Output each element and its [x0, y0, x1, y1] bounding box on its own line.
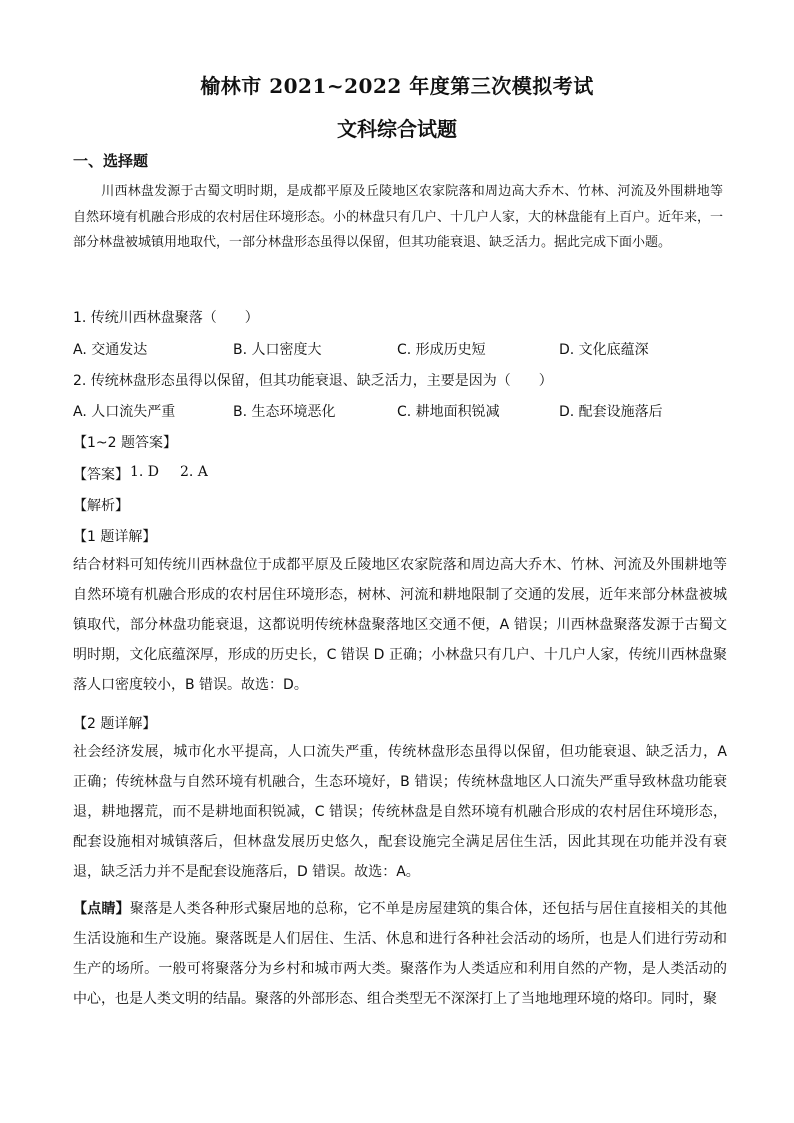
question-1-options [73, 339, 723, 361]
q2-option-a: A. 人口流失严重 [73, 404, 176, 420]
q1-option-c: C. 形成历史短 [397, 342, 486, 358]
point-paragraph [73, 894, 727, 1014]
q1-option-b: B. 人口密度大 [233, 342, 322, 358]
q1-option-a: A. 交通发达 [73, 342, 148, 358]
q1-option-d: D. 文化底蕴深 [559, 342, 649, 358]
q2-option-c: C. 耕地面积锐减 [397, 404, 500, 420]
q2-option-b: B. 生态环境恶化 [233, 404, 336, 420]
answer-2-value: 2. A [180, 464, 208, 480]
detail-2-tag: 【2 题详解】 [73, 716, 157, 732]
question-2-options [73, 401, 723, 423]
reading-passage [73, 179, 723, 256]
passage-text: 川西林盘发源于古蜀文明时期，是成都平原及丘陵地区农家院落和周边高大乔木、竹林、河流及外围耕地等自然环境有机融合形成的农村居住环境形态。小的林盘只有几户、十几户人家，大的林盘能有上百户。近年来，一部分林盘被城镇用地取代，一部分林盘形态虽得以保留，但其功能衰退、缺乏活力。据此完成下面小题。 [73, 184, 724, 250]
answer-1-value: 1. D [130, 464, 160, 480]
detail-1-text: 结合材料可知传统川西林盘位于成都平原及丘陵地区农家院落和周边高大乔木、竹林、河流及外围耕地等自然环境有机融合形成的农村居住环境形态，树林、河流和耕地限制了交通的发展，近年来部分林盘被城镇取代，部分林盘功能衰退，这都说明传统林盘聚落地区交通不便，A 错误；川西林盘聚落发源于古蜀文明时期，文化底蕴深厚，形成的历史长，C 错误 D 正确；小林盘只有几户、十几户人家，传统川西林盘聚落人口密度较小，B 错误。故选：D。 [73, 557, 727, 693]
answer-group-tag: 【1~2 题答案】 [73, 435, 177, 451]
point-tag: 【点睛】 [73, 901, 130, 917]
exam-title: 榆林市 2021~2022 年度第三次模拟考试 [200, 74, 594, 98]
question-2-stem: 2. 传统林盘形态虽得以保留，但其功能衰退、缺乏活力，主要是因为（ ） [73, 373, 553, 389]
point-text: 聚落是人类各种形式聚居地的总称，它不单是房屋建筑的集合体，还包括与居住直接相关的其他生活设施和生产设施。聚落既是人们居住、生活、休息和进行各种社会活动的场所，也是人们进行劳动和生产的场所。一般可将聚落分为乡村和城市两大类。聚落作为人类适应和利用自然的产物，是人类活动的中心，也是人类文明的结晶。聚落的外部形态、组合类型无不深深打上了当地地理环境的烙印。同时，聚 [73, 901, 727, 1007]
question-1-stem: 1. 传统川西林盘聚落（ ） [73, 310, 259, 326]
detail-2-text: 社会经济发展，城市化水平提高，人口流失严重，传统林盘形态虽得以保留，但功能衰退、缺乏活力，A 正确；传统林盘与自然环境有机融合，生态环境好，B 错误；传统林盘地区人口流失严重导致林盘功能衰退，耕地撂荒，而不是耕地面积锐减，C 错误；传统林盘是自然环境有机融合形成的农村居住环境形态，配套设施相对城镇落后，但林盘发展历史悠久，配套设施完全满足居住生活，因此其现在功能并没有衰退，缺乏活力并不是配套设施落后，D 错误。故选：A。 [73, 744, 727, 880]
answer-tag: 【答案】 [73, 467, 129, 483]
section-heading: 一、选择题 [73, 152, 149, 170]
exam-subtitle: 文科综合试题 [337, 117, 457, 141]
detail-1-tag: 【1 题详解】 [73, 529, 157, 545]
q2-option-d: D. 配套设施落后 [559, 404, 663, 420]
analysis-tag: 【解析】 [73, 498, 129, 514]
